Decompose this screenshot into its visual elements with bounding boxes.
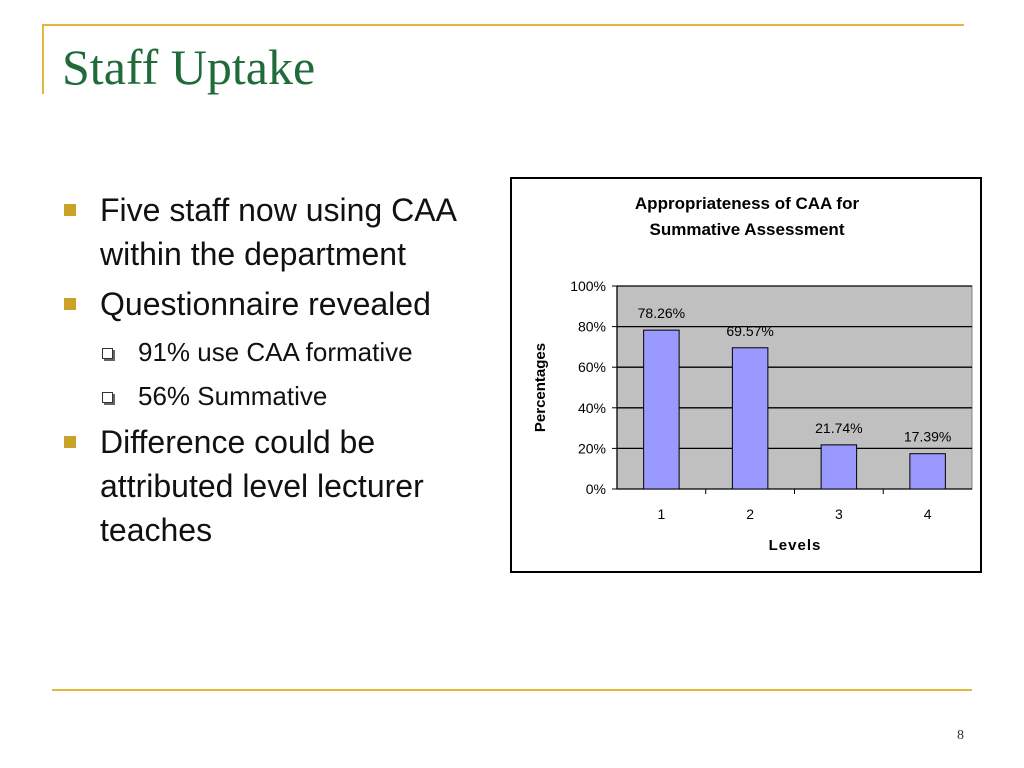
bullet-text: Questionnaire revealed <box>100 286 431 322</box>
bullet-item <box>62 420 502 552</box>
bar <box>910 454 946 489</box>
y-tick-label: 100% <box>570 278 606 294</box>
bar-chart <box>512 179 980 571</box>
chart-container <box>510 177 982 573</box>
bullet-text: Difference could be attributed level lecturer teaches <box>100 424 424 548</box>
bullet-item <box>62 188 502 276</box>
data-label: 21.74% <box>815 419 863 436</box>
bullet-item <box>62 282 502 326</box>
bar <box>644 330 680 489</box>
y-tick-label: 80% <box>577 318 606 335</box>
y-tick-label: 0% <box>585 481 606 497</box>
sub-bullet-item <box>62 332 502 372</box>
hollow-square-bullet-icon <box>102 348 113 359</box>
sub-bullet-item <box>62 376 502 416</box>
sub-bullet-text: 91% use CAA formative <box>138 337 413 367</box>
top-accent-rule <box>42 24 964 26</box>
bullet-text: Five staff now using CAA within the department <box>100 192 456 272</box>
data-label: 78.26% <box>637 305 686 322</box>
hollow-square-bullet-icon <box>102 392 113 403</box>
bullet-list <box>62 188 502 558</box>
x-tick-label: 4 <box>923 506 932 522</box>
x-tick-label: 2 <box>746 506 755 522</box>
chart-title-line: Summative Assessment <box>649 220 845 239</box>
chart-title-line: Appropriateness of CAA for <box>634 194 860 213</box>
x-tick-label: 3 <box>834 506 843 522</box>
x-tick-label: 1 <box>657 506 666 522</box>
y-tick-label: 60% <box>577 359 606 376</box>
square-bullet-icon <box>64 436 76 448</box>
bar <box>732 348 768 489</box>
square-bullet-icon <box>64 298 76 310</box>
slide-title: Staff Uptake <box>62 39 316 95</box>
data-label: 69.57% <box>726 322 774 339</box>
page-number: 8 <box>957 728 964 743</box>
left-accent-rule <box>42 24 44 94</box>
y-tick-label: 20% <box>577 440 606 457</box>
bar <box>821 445 857 489</box>
x-axis-label: Levels <box>768 537 822 554</box>
footer-rule <box>52 689 972 691</box>
y-axis-label: Percentages <box>532 342 549 433</box>
y-tick-label: 40% <box>577 399 606 416</box>
data-label: 17.39% <box>903 428 952 445</box>
sub-bullet-text: 56% Summative <box>138 381 328 411</box>
square-bullet-icon <box>64 204 76 216</box>
